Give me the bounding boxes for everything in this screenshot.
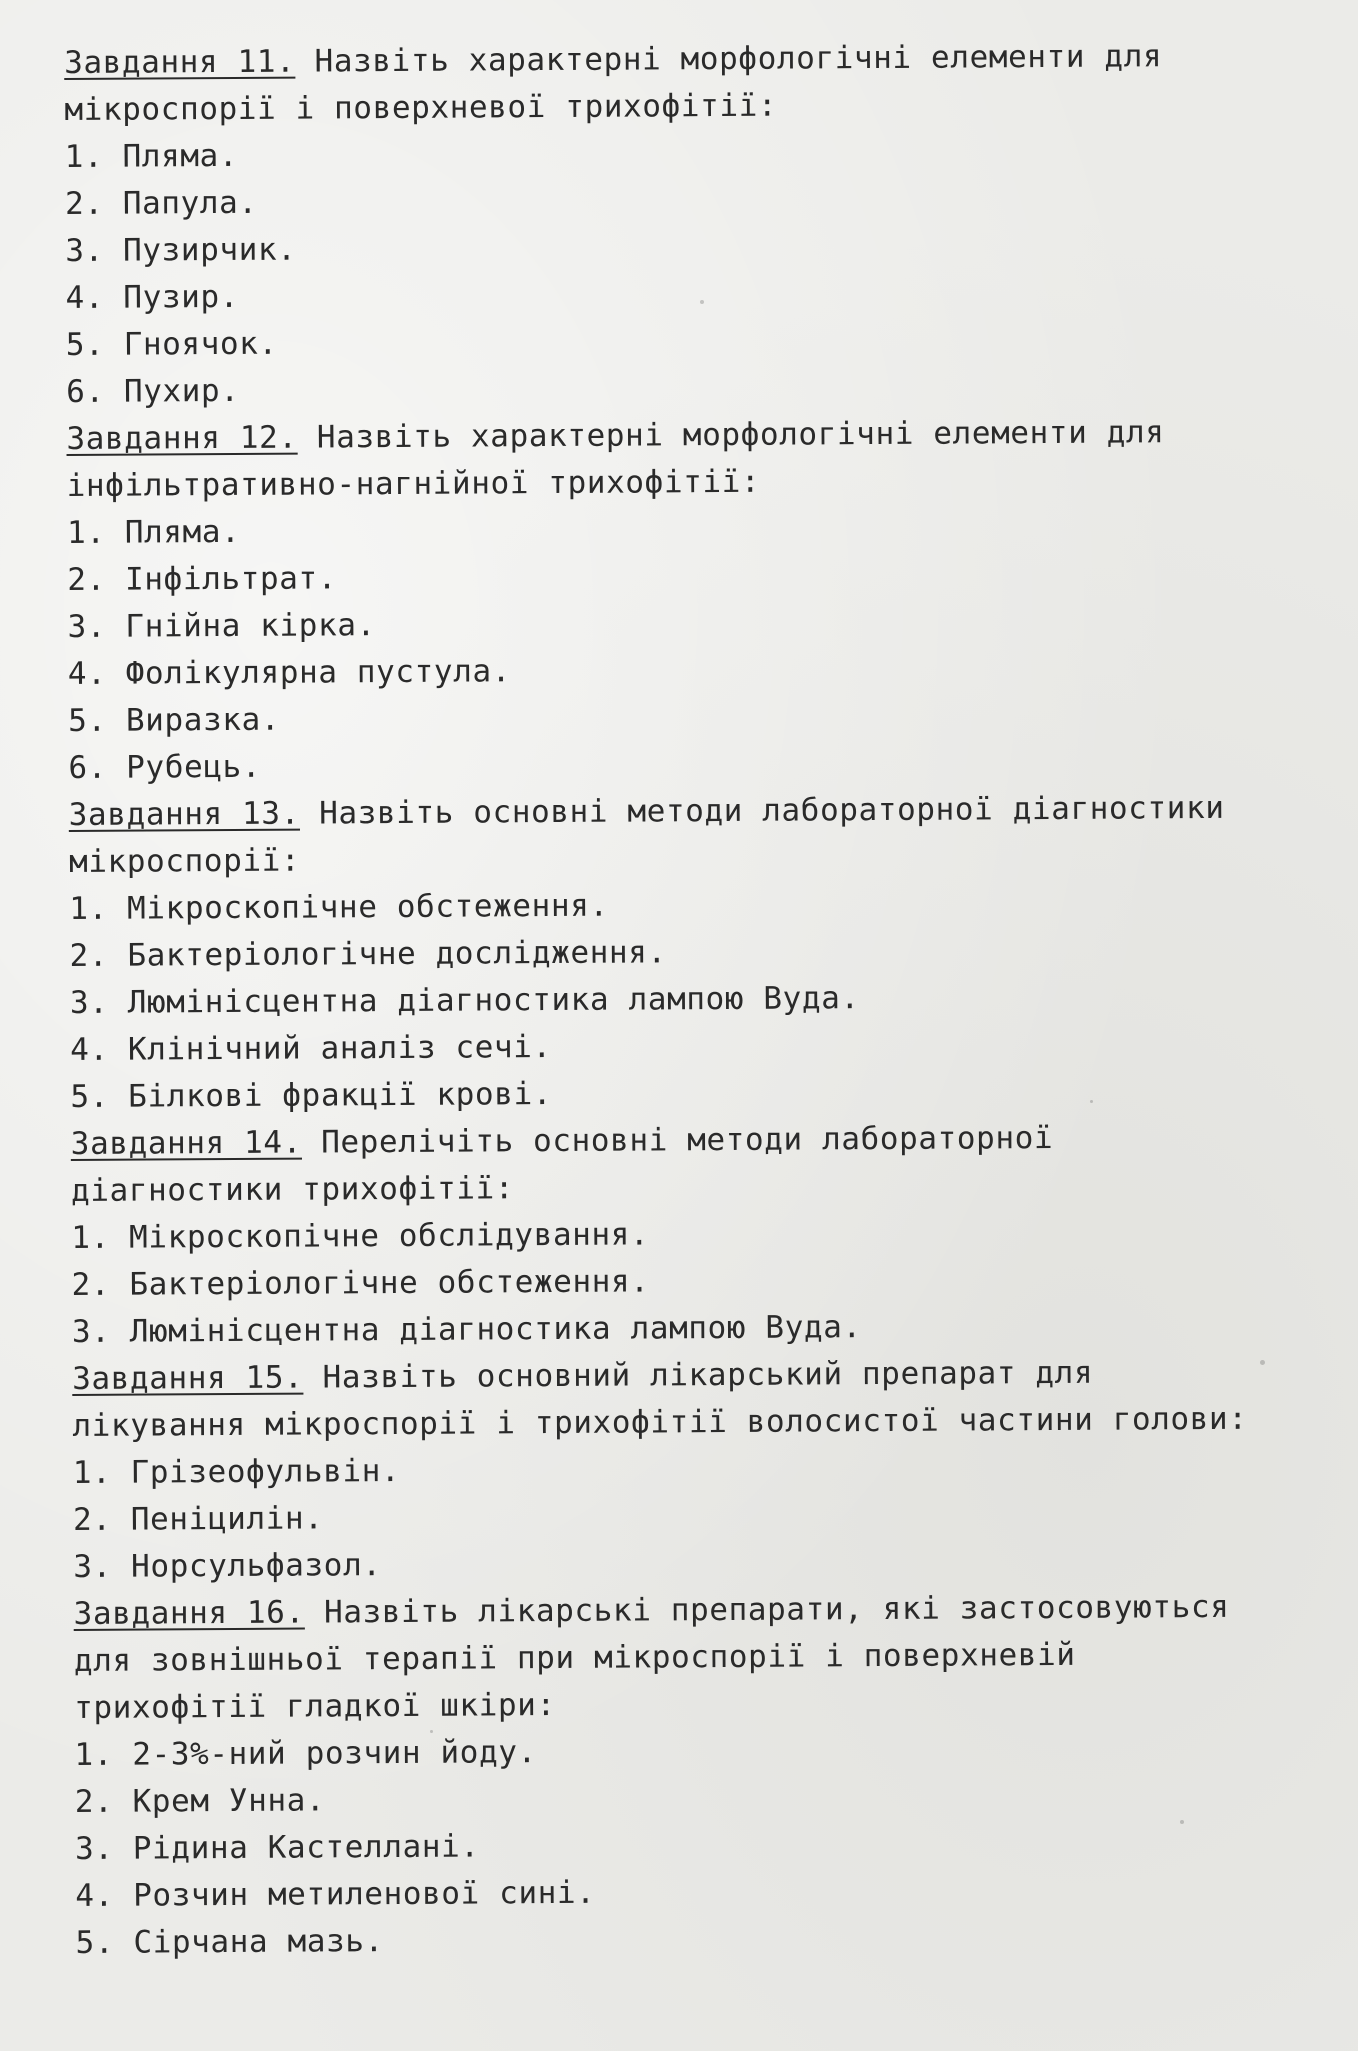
task-heading — [64, 32, 1315, 134]
answer-item: 4. Клінічний аналіз сечі. — [70, 1029, 552, 1068]
answer-item: 1. Пляма. — [66, 513, 241, 551]
answer-item: 3. Люмінісцентна діагностика лампою Вуда. — [69, 980, 860, 1021]
task-question: Назвіть основний лікарський препарат для лікування мікроспорії і трихофітії волосистої частини голови: — [72, 1354, 1248, 1444]
task-label: Завдання 15. — [72, 1359, 304, 1397]
answer-item: 6. Пухир. — [66, 372, 240, 410]
answer-item: 3. Люмінісцентна діагностика лампою Вуда. — [71, 1309, 862, 1350]
answer-item: 1. Мікроскопічне обстеження. — [69, 887, 609, 927]
answer-item: 2. Бактеріологічне дослідження. — [69, 934, 667, 974]
task-15 — [72, 1348, 1323, 1591]
task-12 — [66, 408, 1318, 792]
answer-item: 2. Пеніцилін. — [72, 1500, 324, 1538]
task-heading — [73, 1583, 1324, 1732]
answer-item: 4. Пузир. — [65, 278, 240, 316]
task-16 — [73, 1583, 1325, 1967]
answer-item: 2. Бактеріологічне обстеження. — [71, 1263, 650, 1303]
answer-item: 5. Виразка. — [68, 701, 281, 739]
task-heading — [71, 1113, 1322, 1215]
answer-item: 1. Мікроскопічне обслідування. — [71, 1216, 650, 1256]
answer-item: 2. Папула. — [64, 184, 258, 222]
task-label: Завдання 13. — [68, 795, 301, 833]
task-14 — [71, 1113, 1322, 1356]
answer-item: 1. Грізеофульвін. — [72, 1452, 401, 1491]
answer-item: 1. Пляма. — [64, 137, 239, 175]
answer-item: 3. Норсульфазол. — [73, 1547, 382, 1585]
answer-item: 5. Гноячок. — [65, 325, 278, 363]
answer-item: 3. Гнійна кірка. — [67, 607, 376, 645]
task-question: Назвіть характерні морфологічні елементи для мікроспорії і поверхневої трихофітії: — [64, 38, 1163, 128]
answer-item: 4. Розчин метиленової сині. — [75, 1874, 596, 1914]
task-11 — [64, 32, 1316, 416]
answer-item: 5. Сірчана мазь. — [75, 1923, 384, 1961]
task-question: Перелічіть основні методи лабораторної діагностики трихофітії: — [70, 1119, 1054, 1209]
task-heading — [66, 408, 1317, 510]
task-question: Назвіть характерні морфологічні елементи для інфільтративно-нагнійної трихофітії: — [66, 414, 1165, 504]
answer-item: 2. Інфільтрат. — [67, 560, 338, 598]
document-body — [64, 32, 1326, 1967]
task-heading — [69, 784, 1320, 886]
task-label: Завдання 14. — [70, 1124, 303, 1162]
task-heading — [72, 1348, 1323, 1450]
answer-item: 6. Рубець. — [68, 748, 262, 786]
task-13 — [69, 784, 1321, 1121]
task-label: Завдання 11. — [64, 43, 296, 81]
answer-item: 5. Білкові фракції крові. — [70, 1076, 553, 1115]
answer-item: 4. Фолікулярна пустула. — [67, 653, 512, 692]
answer-item: 2. Крем Унна. — [74, 1782, 326, 1820]
answer-item: 3. Пузирчик. — [65, 231, 297, 269]
answer-item: 3. Рідина Кастеллані. — [74, 1828, 480, 1867]
task-question: Назвіть лікарські препарати, які застосовуються для зовнішньої терапії при мікроспорії і поверхневій трихофітії гладкої шкіри: — [73, 1588, 1230, 1726]
task-label: Завдання 12. — [66, 419, 298, 457]
task-label: Завдання 16. — [73, 1594, 305, 1632]
task-question: Назвіть основні методи лабораторної діагностики мікроспорії: — [68, 789, 1225, 880]
answer-item: 1. 2-3%-ний розчин йоду. — [74, 1734, 537, 1773]
